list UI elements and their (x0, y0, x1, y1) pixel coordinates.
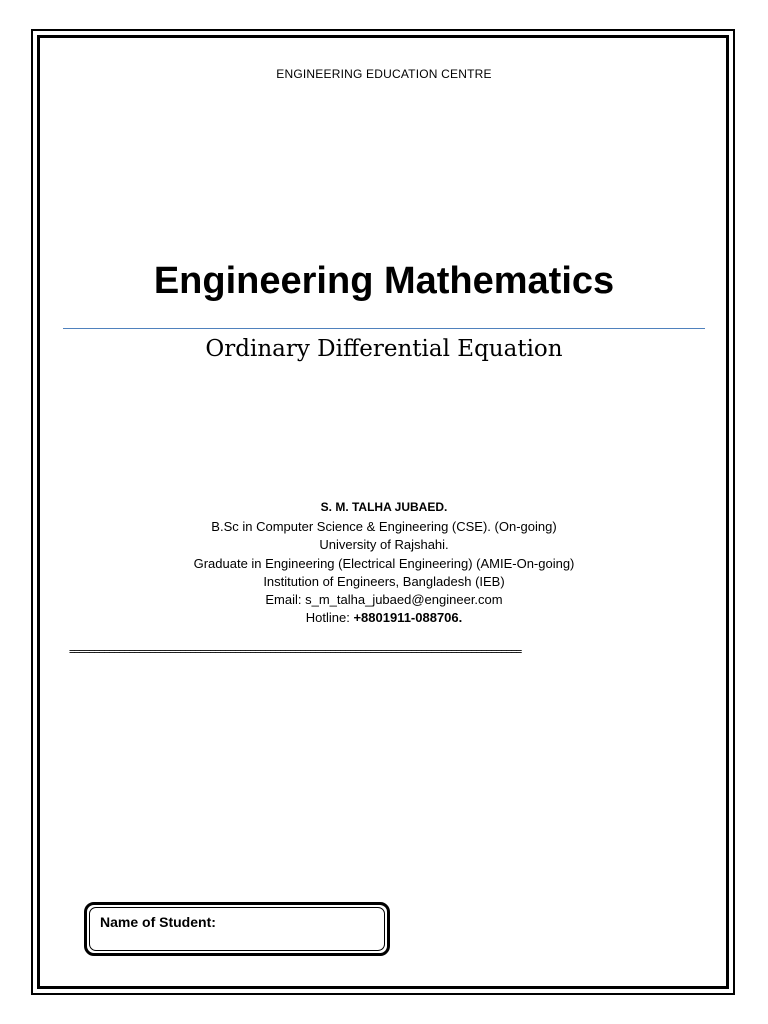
document-title: Engineering Mathematics (153, 260, 615, 302)
author-block (0, 498, 768, 627)
student-name-box (84, 902, 390, 956)
author-graduate: Graduate in Engineering (Electrical Engineering) (AMIE-On-going) (193, 555, 575, 571)
student-name-label: Name of Student: (100, 914, 216, 930)
hotline-number: +8801911-088706. (353, 610, 463, 626)
author-university: University of Rajshahi. (319, 537, 449, 553)
author-institution: Institution of Engineers, Bangladesh (IEB) (263, 573, 505, 589)
hotline-label: Hotline: (305, 610, 354, 626)
author-hotline (0, 609, 768, 627)
author-degree: B.Sc in Computer Science & Engineering (CSE). (On-going) (211, 519, 557, 535)
document-subtitle: Ordinary Differential Equation (205, 336, 563, 362)
author-name: S. M. TALHA JUBAED. (320, 500, 448, 514)
organization-header: ENGINEERING EDUCATION CENTRE (276, 67, 492, 81)
separator-line: ========================================================================================== (69, 646, 521, 658)
title-divider (63, 328, 705, 329)
author-email: Email: s_m_talha_jubaed@engineer.com (265, 592, 503, 608)
